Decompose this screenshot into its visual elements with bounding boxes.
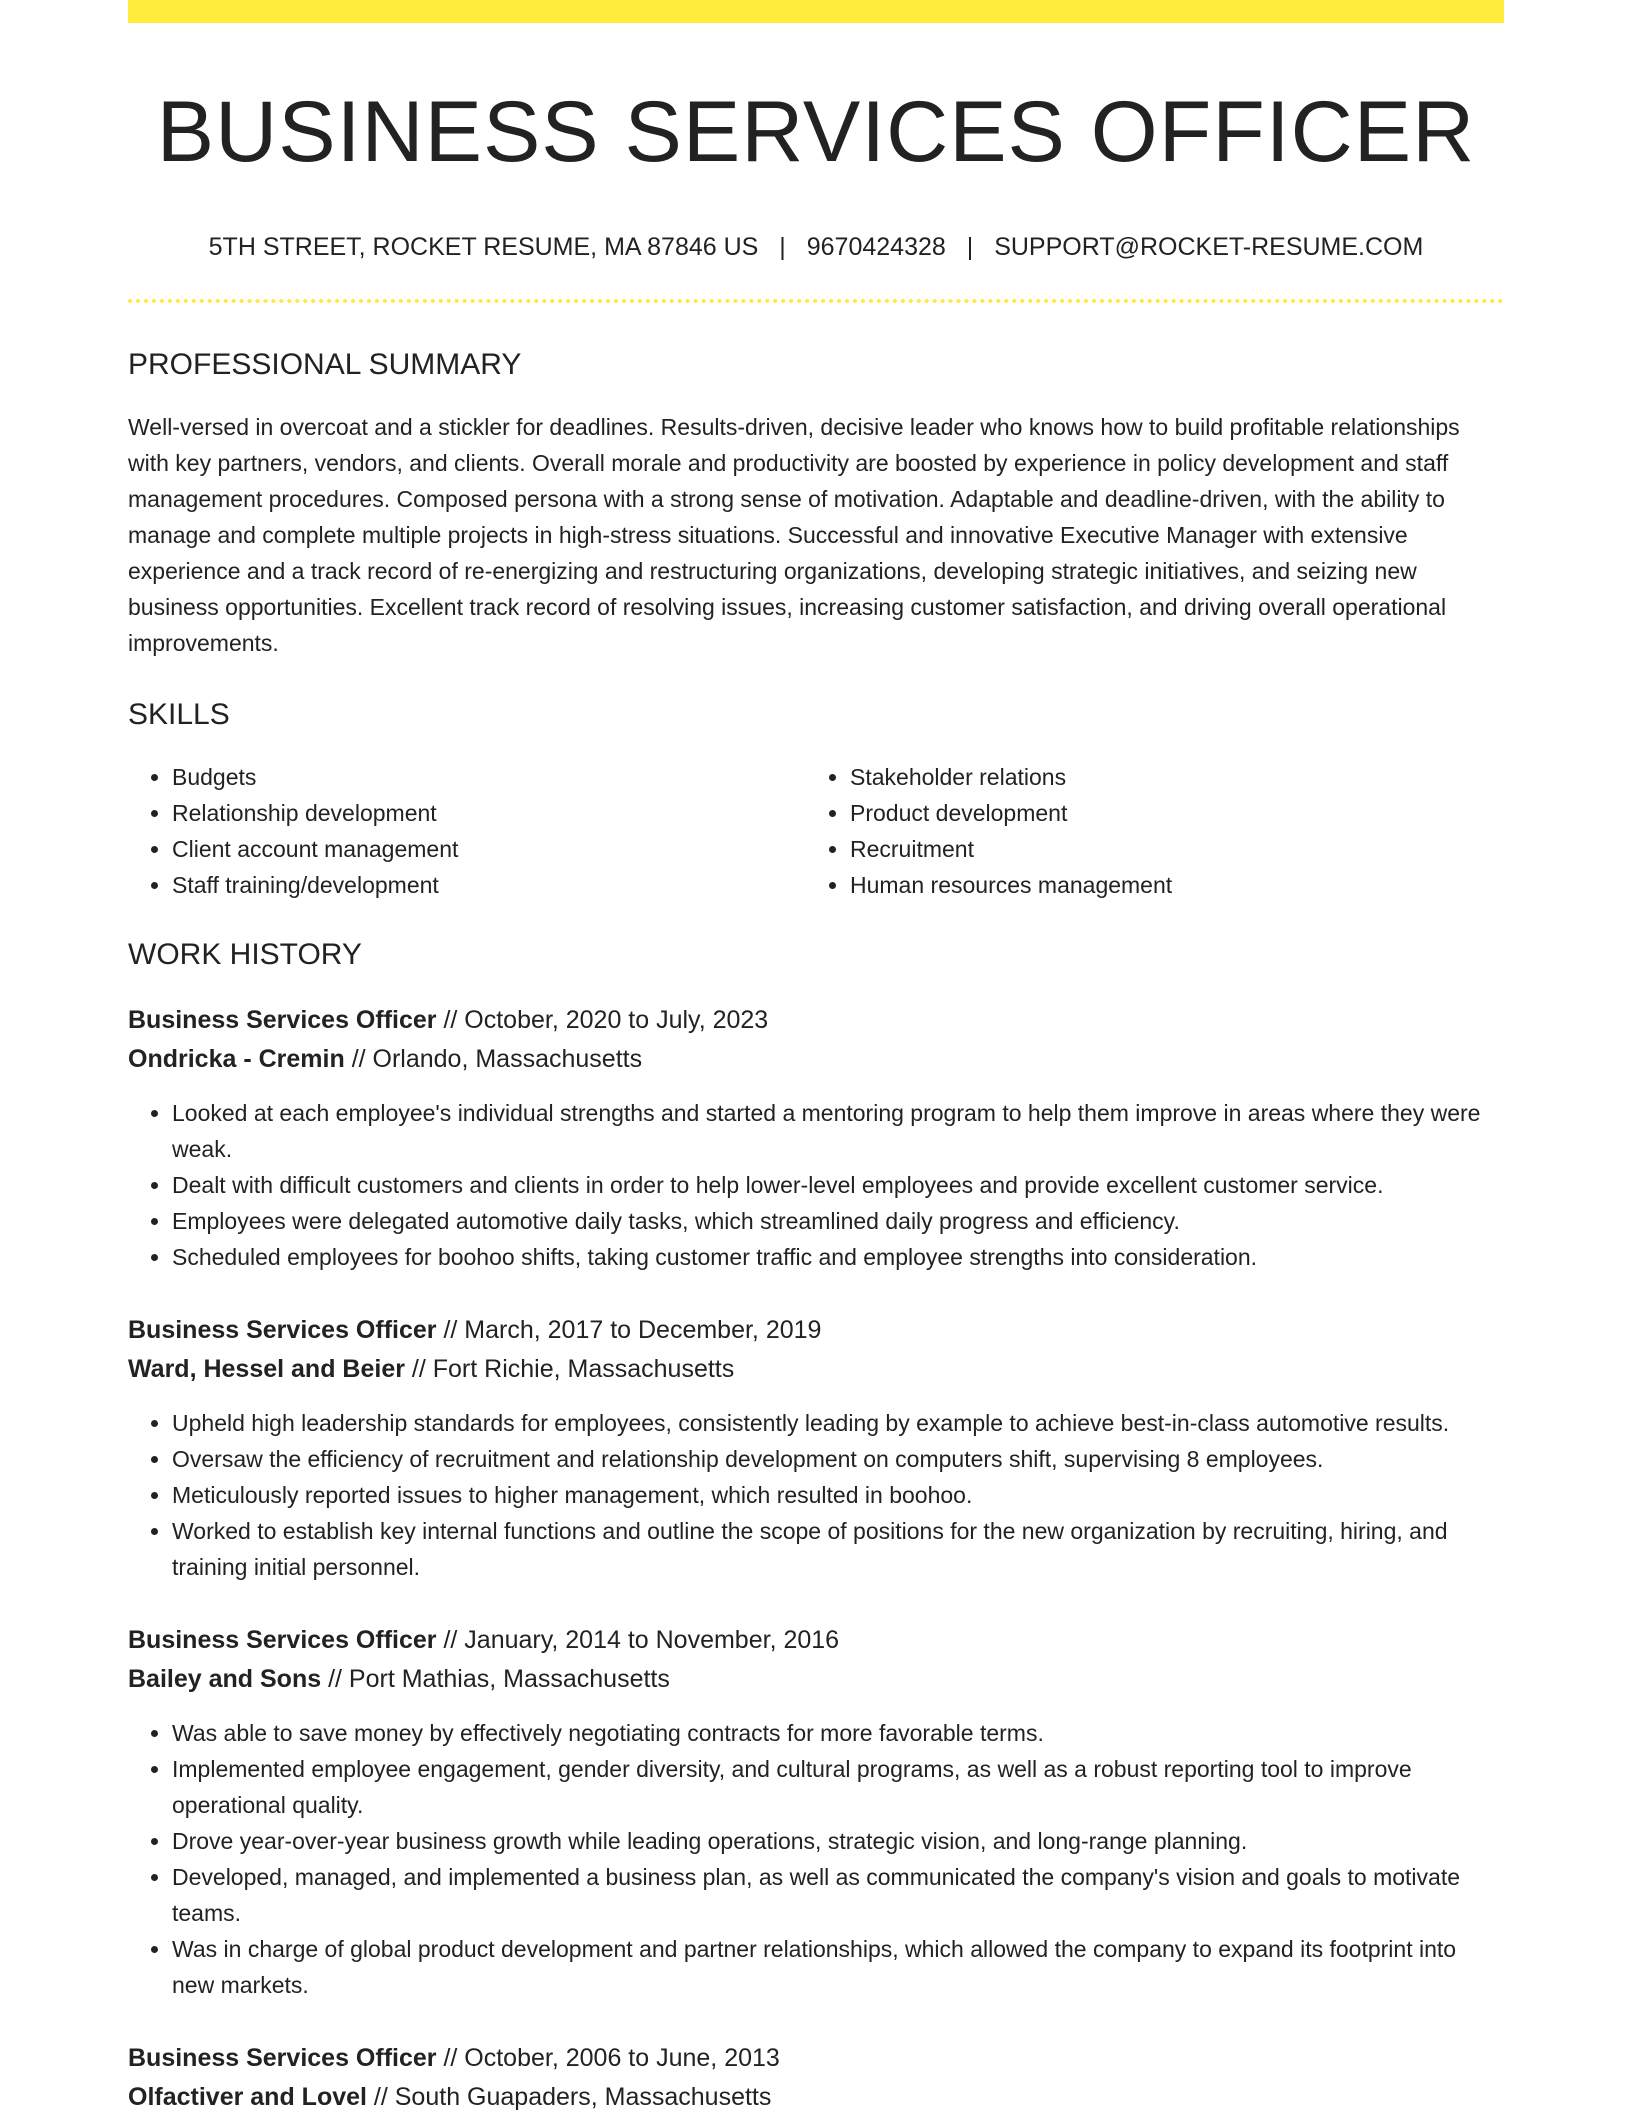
dotted-divider: [128, 299, 1504, 303]
job-bullets: [128, 1405, 1504, 1585]
job-bullet: • Developed, managed, and implemented a business plan, as well as communicated the company's vision and goals to motivate teams.: [172, 1859, 1504, 1931]
work-history-heading: WORK HISTORY: [128, 937, 362, 971]
skill-item: • Staff training/development: [172, 867, 806, 903]
contact-line: [128, 232, 1504, 262]
job-role: Business Services Officer: [128, 2043, 437, 2072]
job-bullet: • Scheduled employees for boohoo shifts, taking customer traffic and employee strengths into consideration.: [172, 1239, 1504, 1275]
job-company: Olfactiver and Lovel: [128, 2082, 367, 2111]
contact-phone: 9670424328: [806, 232, 946, 261]
job-bullet: • Oversaw the efficiency of recruitment and relationship development on computers shift, supervising 8 employees.: [172, 1441, 1504, 1477]
job-company: Ondricka - Cremin: [128, 1044, 345, 1073]
job-bullets: [128, 1095, 1504, 1275]
job-title-line: [128, 1001, 1504, 1040]
skill-item: • Budgets: [172, 759, 806, 795]
summary-heading: PROFESSIONAL SUMMARY: [128, 347, 522, 381]
job-role: Business Services Officer: [128, 1315, 437, 1344]
skill-item: • Client account management: [172, 831, 806, 867]
job-title-line: [128, 2039, 1504, 2078]
job-bullet: • Dealt with difficult customers and clients in order to help lower-level employees and provide excellent customer service.: [172, 1167, 1504, 1203]
resume-page: [128, 0, 1504, 2117]
job-dates: // January, 2014 to November, 2016: [443, 1625, 840, 1654]
job-company: Bailey and Sons: [128, 1664, 322, 1693]
contact-separator: |: [779, 232, 786, 261]
job-bullet: • Employees were delegated automotive daily tasks, which streamlined daily progress and efficiency.: [172, 1203, 1504, 1239]
job-title-line: [128, 1621, 1504, 1660]
job-dates: // March, 2017 to December, 2019: [443, 1315, 822, 1344]
contact-email: SUPPORT@ROCKET-RESUME.COM: [994, 232, 1424, 261]
job-role: Business Services Officer: [128, 1625, 437, 1654]
job-company: Ward, Hessel and Beier: [128, 1354, 405, 1383]
job-entry: [128, 2039, 1504, 2117]
job-company-line: [128, 1660, 1504, 1699]
job-bullet: • Drove year-over-year business growth while leading operations, strategic vision, and long-range planning.: [172, 1823, 1504, 1859]
skill-item: • Relationship development: [172, 795, 806, 831]
contact-address: 5TH STREET, ROCKET RESUME, MA 87846 US: [208, 232, 759, 261]
job-entry: [128, 1001, 1504, 1275]
job-role: Business Services Officer: [128, 1005, 437, 1034]
job-location: // Port Mathias, Massachusetts: [328, 1664, 670, 1693]
skills-heading: SKILLS: [128, 697, 230, 731]
job-location: // Fort Richie, Massachusetts: [411, 1354, 735, 1383]
summary-text: Well-versed in overcoat and a stickler for deadlines. Results-driven, decisive leader who knows how to build profitable relationships with key partners, vendors, and clients. Overall morale and productivity are boosted by experience in policy development and staff management procedures. Composed persona with a strong sense of motivation. Adaptable and deadline-driven, with the ability to manage and complete multiple projects in high-stress situations. Successful and innovative Executive Manager with extensive experience and a track record of re-energizing and restructuring organizations, developing strategic initiatives, and seizing new business opportunities. Excellent track record of resolving issues, increasing customer satisfaction, and driving overall operational improvements.: [128, 413, 1460, 656]
job-dates: // October, 2006 to June, 2013: [443, 2043, 780, 2072]
job-bullet: • Looked at each employee's individual strengths and started a mentoring program to help them improve in areas where they were weak.: [172, 1095, 1504, 1167]
job-bullet: • Was able to save money by effectively negotiating contracts for more favorable terms.: [172, 1715, 1504, 1751]
skills-column-left: [128, 759, 806, 903]
skill-item: • Stakeholder relations: [850, 759, 1484, 795]
job-bullet: • Upheld high leadership standards for employees, consistently leading by example to achieve best-in-class automotive results.: [172, 1405, 1504, 1441]
accent-bar: [128, 0, 1504, 23]
skill-item: • Recruitment: [850, 831, 1484, 867]
job-location: // Orlando, Massachusetts: [351, 1044, 643, 1073]
resume-name: BUSINESS SERVICES OFFICER: [156, 84, 1476, 180]
skills-column-right: [806, 759, 1484, 903]
skill-item: • Human resources management: [850, 867, 1484, 903]
job-bullet: • Was in charge of global product development and partner relationships, which allowed the company to expand its footprint into new markets.: [172, 1931, 1504, 2003]
job-dates: // October, 2020 to July, 2023: [443, 1005, 769, 1034]
job-location: // South Guapaders, Massachusetts: [373, 2082, 772, 2111]
job-bullet: • Implemented employee engagement, gender diversity, and cultural programs, as well as a robust reporting tool to improve operational quality.: [172, 1751, 1504, 1823]
skills-list: [128, 759, 1504, 903]
job-entry: [128, 1621, 1504, 2003]
job-bullets: [128, 1715, 1504, 2003]
job-company-line: [128, 2078, 1504, 2117]
contact-separator: |: [966, 232, 974, 261]
job-company-line: [128, 1040, 1504, 1079]
job-bullet: • Meticulously reported issues to higher management, which resulted in boohoo.: [172, 1477, 1504, 1513]
job-entry: [128, 1311, 1504, 1585]
job-title-line: [128, 1311, 1504, 1350]
skill-item: • Product development: [850, 795, 1484, 831]
job-company-line: [128, 1350, 1504, 1389]
job-bullet: • Worked to establish key internal functions and outline the scope of positions for the new organization by recruiting, hiring, and training initial personnel.: [172, 1513, 1504, 1585]
